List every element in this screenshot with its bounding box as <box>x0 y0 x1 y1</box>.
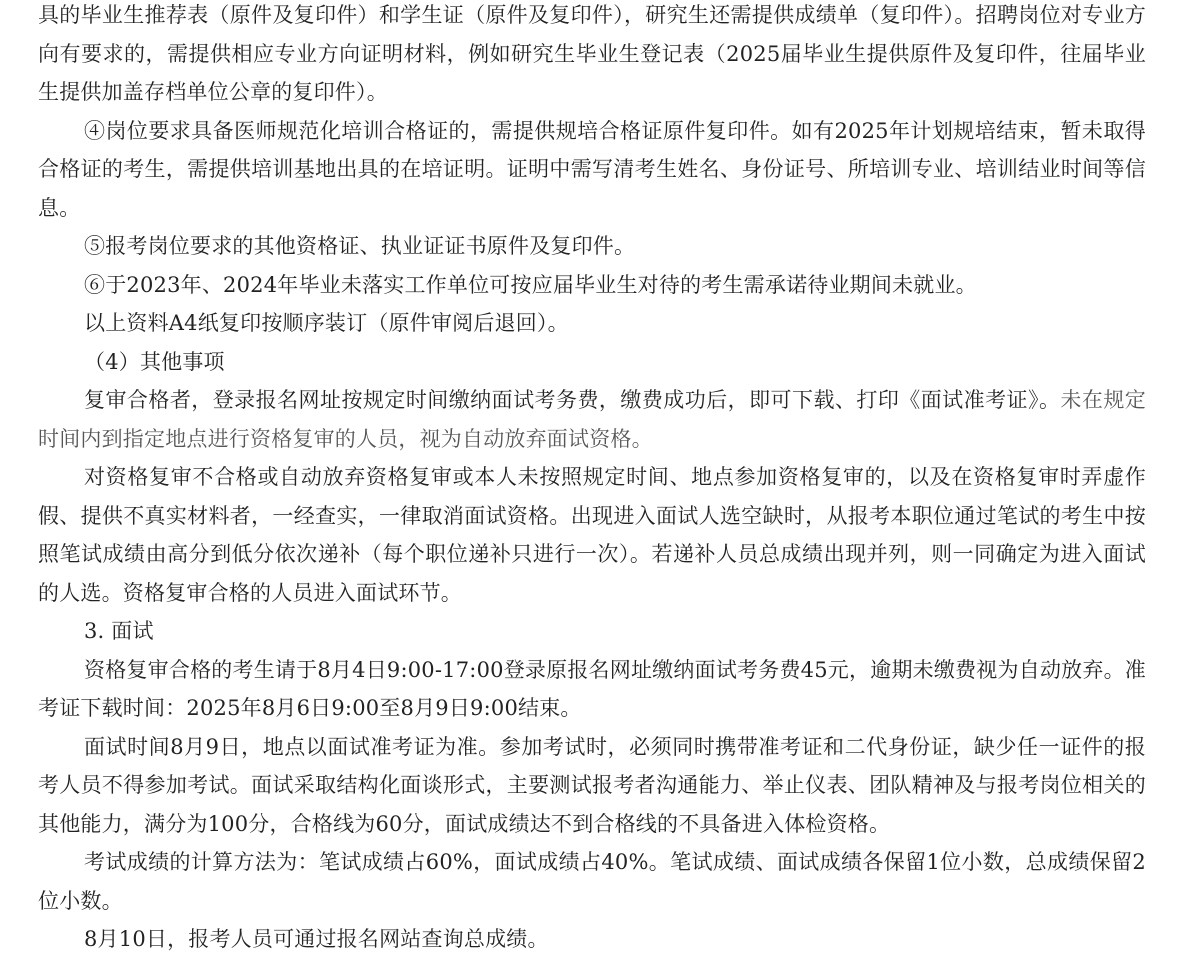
paragraph-disqualification: 对资格复审不合格或自动放弃资格复审或本人未按照规定时间、地点参加资格复审的，以及在资格复审时弄虚作假、提供不真实材料者，一经查实，一律取消面试资格。出现进入面试人选空缺时，从报考本职位通过笔试的考生中按照笔试成绩由高分到低分依次递补（每个职位递补只进行一次）。若递补人员总成绩出现并列，则一同确定为进入面试的人选。资格复审合格的人员进入面试环节。 <box>38 465 1146 605</box>
review-passed-text: 复审合格者，登录报名网址按规定时间缴纳面试考务费，缴费成功后，即可下载、打印《面试准考证》。 <box>84 388 1061 412</box>
paragraph-review-passed <box>38 381 1146 458</box>
paragraph-item-4-residency-certificate: ④岗位要求具备医师规范化培训合格证的，需提供规培合格证原件复印件。如有2025年计划规培结束，暂未取得合格证的考生，需提供培训基地出具的在培证明。证明中需写清考生姓名、身份证号、所培训专业、培训结业时间等信息。 <box>38 118 1146 220</box>
paragraph-binding-note: 以上资料A4纸复印按顺序装订（原件审阅后退回）。 <box>84 311 569 335</box>
paragraph-interview-fee: 资格复审合格的考生请于8月4日9:00-17:00登录原报名网址缴纳面试考务费45元，逾期未缴费视为自动放弃。准考证下载时间：2025年8月6日9:00至8月9日9:00结束。 <box>38 657 1146 720</box>
paragraph-item-6-unemployment-pledge: ⑥于2023年、2024年毕业未落实工作单位可按应届毕业生对待的考生需承诺待业期间未就业。 <box>84 272 977 297</box>
paragraph-interview-time: 面试时间8月9日，地点以面试准考证为准。参加考试时，必须同时携带准考证和二代身份证，缺少任一证件的报考人员不得参加考试。面试采取结构化面谈形式，主要测试报考者沟通能力、举止仪表、团队精神及与报考岗位相关的其他能力，满分为100分，合格线为60分，面试成绩达不到合格线的不具备进入体检资格。 <box>38 734 1146 836</box>
paragraph-score-query: 8月10日，报考人员可通过报名网站查询总成绩。 <box>84 927 549 951</box>
paragraph-score-calculation: 考试成绩的计算方法为：笔试成绩占60%，面试成绩占40%。笔试成绩、面试成绩各保留1位小数，总成绩保留2位小数。 <box>38 850 1146 913</box>
paragraph-item-5-other-certificates: ⑤报考岗位要求的其他资格证、执业证证书原件及复印件。 <box>84 234 636 258</box>
document-body <box>38 0 1146 959</box>
paragraph-materials-continued: 具的毕业生推荐表（原件及复印件）和学生证（原件及复印件），研究生还需提供成绩单（复印件）。招聘岗位对专业方向有要求的，需提供相应专业方向证明材料，例如研究生毕业生登记表（2025届毕业生提供原件及复印件，往届毕业生提供加盖存档单位公章的复印件）。 <box>38 3 1146 104</box>
section-heading-other-matters: （4）其他事项 <box>84 349 225 374</box>
review-absent-text: 未在规定时间内到指定地点进行资格复审的人员，视为自动放弃面试资格。 <box>38 388 1146 451</box>
section-heading-interview: 3. 面试 <box>84 619 154 643</box>
